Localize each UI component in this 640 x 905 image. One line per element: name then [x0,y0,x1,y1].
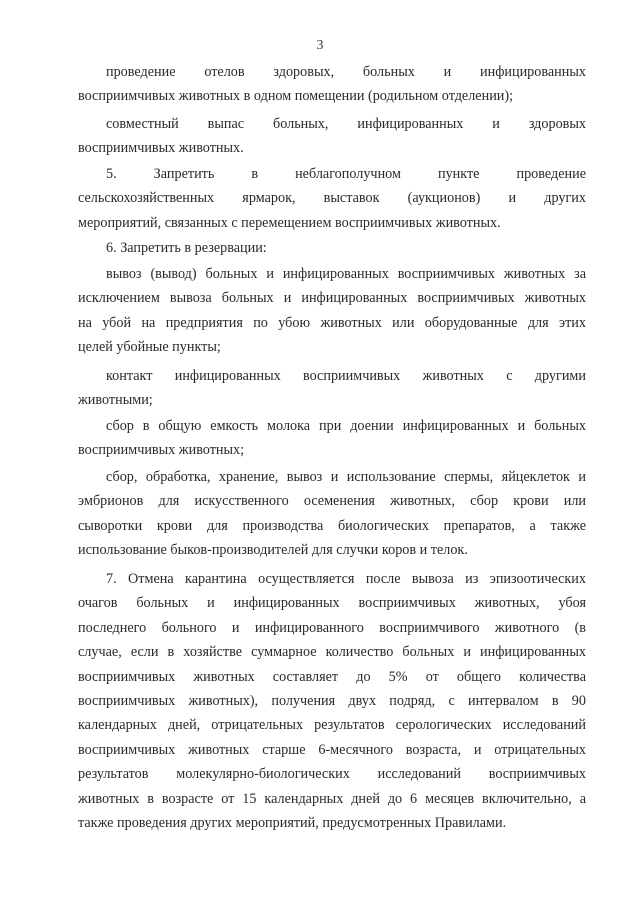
paragraph-line: календарных дней, отрицательных результатов серологических исследований [78,717,586,734]
paragraph-line: совместный выпас больных, инфицированных и здоровых [106,116,586,132]
paragraph-line: эмбрионов для искусственного осеменения животных, сбор крови или [78,493,586,510]
paragraph-line: 6. Запретить в резервации: [106,240,267,256]
paragraph-removal-ban [78,262,586,360]
paragraph-line: также проведения других мероприятий, предусмотренных Правилами. [78,814,507,831]
paragraph-line: случае, если в хозяйстве суммарное количество больных и инфицированных [78,644,586,661]
paragraph-line: сбор в общую емкость молока при доении инфицированных и больных [106,418,586,434]
paragraph-line: восприимчивых животных составляет до 5% от общего количества [78,668,586,685]
paragraph-line: восприимчивых животных; [78,442,245,459]
paragraph-line: восприимчивых животных. [78,140,244,157]
paragraph-line: восприимчивых животных старше 6-месячного возраста, и отрицательных [78,741,586,758]
paragraph-line: сельскохозяйственных ярмарок, выставок (аукционов) и других [78,190,586,207]
paragraph-line: проведение отелов здоровых, больных и инфицированных [106,64,586,80]
paragraph-item-5 [78,162,586,235]
paragraph-line: 7. Отмена карантина осуществляется после вывоза из эпизоотических [106,571,586,587]
paragraph-line: результатов молекулярно-биологических исследований восприимчивых [78,766,586,783]
paragraph-contact-ban [78,364,586,413]
paragraph-line: вывоз (вывод) больных и инфицированных восприимчивых животных за [106,266,586,282]
paragraph-line: последнего больного и инфицированного восприимчивого животного (в [78,619,586,636]
paragraph-line: мероприятий, связанных с перемещением восприимчивых животных. [78,214,501,231]
paragraph-line: восприимчивых животных в одном помещении (родильном отделении); [78,88,514,105]
paragraph-line: 5. Запретить в неблагополучном пункте проведение [106,166,586,182]
paragraph-item-6-heading [78,236,586,260]
paragraph-item-7-quarantine-lift [78,567,586,835]
paragraph-line: очагов больных и инфицированных восприимчивых животных, убоя [78,595,586,612]
paragraph-calving-ban [78,60,586,109]
paragraph-line: исключением вывоза больных и инфицированных восприимчивых животных [78,290,586,307]
paragraph-line: контакт инфицированных восприимчивых животных с другими [106,368,586,384]
paragraph-joint-grazing-ban [78,112,586,161]
paragraph-line: животными; [78,392,153,409]
paragraph-line: целей убойные пункты; [78,339,221,356]
paragraph-line: восприимчивых животных), получения двух подряд, с интервалом в 90 [78,692,586,709]
paragraph-sperm-embryo-ban [78,465,586,563]
paragraph-line: сбор, обработка, хранение, вывоз и использование спермы, яйцеклеток и [106,469,586,485]
paragraph-line: использование быков-производителей для случки коров и телок. [78,542,468,559]
paragraph-line: сыворотки крови для производства биологических препаратов, а также [78,517,586,534]
page-number: 3 [316,38,324,53]
paragraph-line: животных в возрасте от 15 календарных дней до 6 месяцев включительно, а [78,790,586,807]
paragraph-milk-collection-ban [78,414,586,463]
paragraph-line: на убой на предприятия по убою животных или оборудованные для этих [78,314,586,331]
